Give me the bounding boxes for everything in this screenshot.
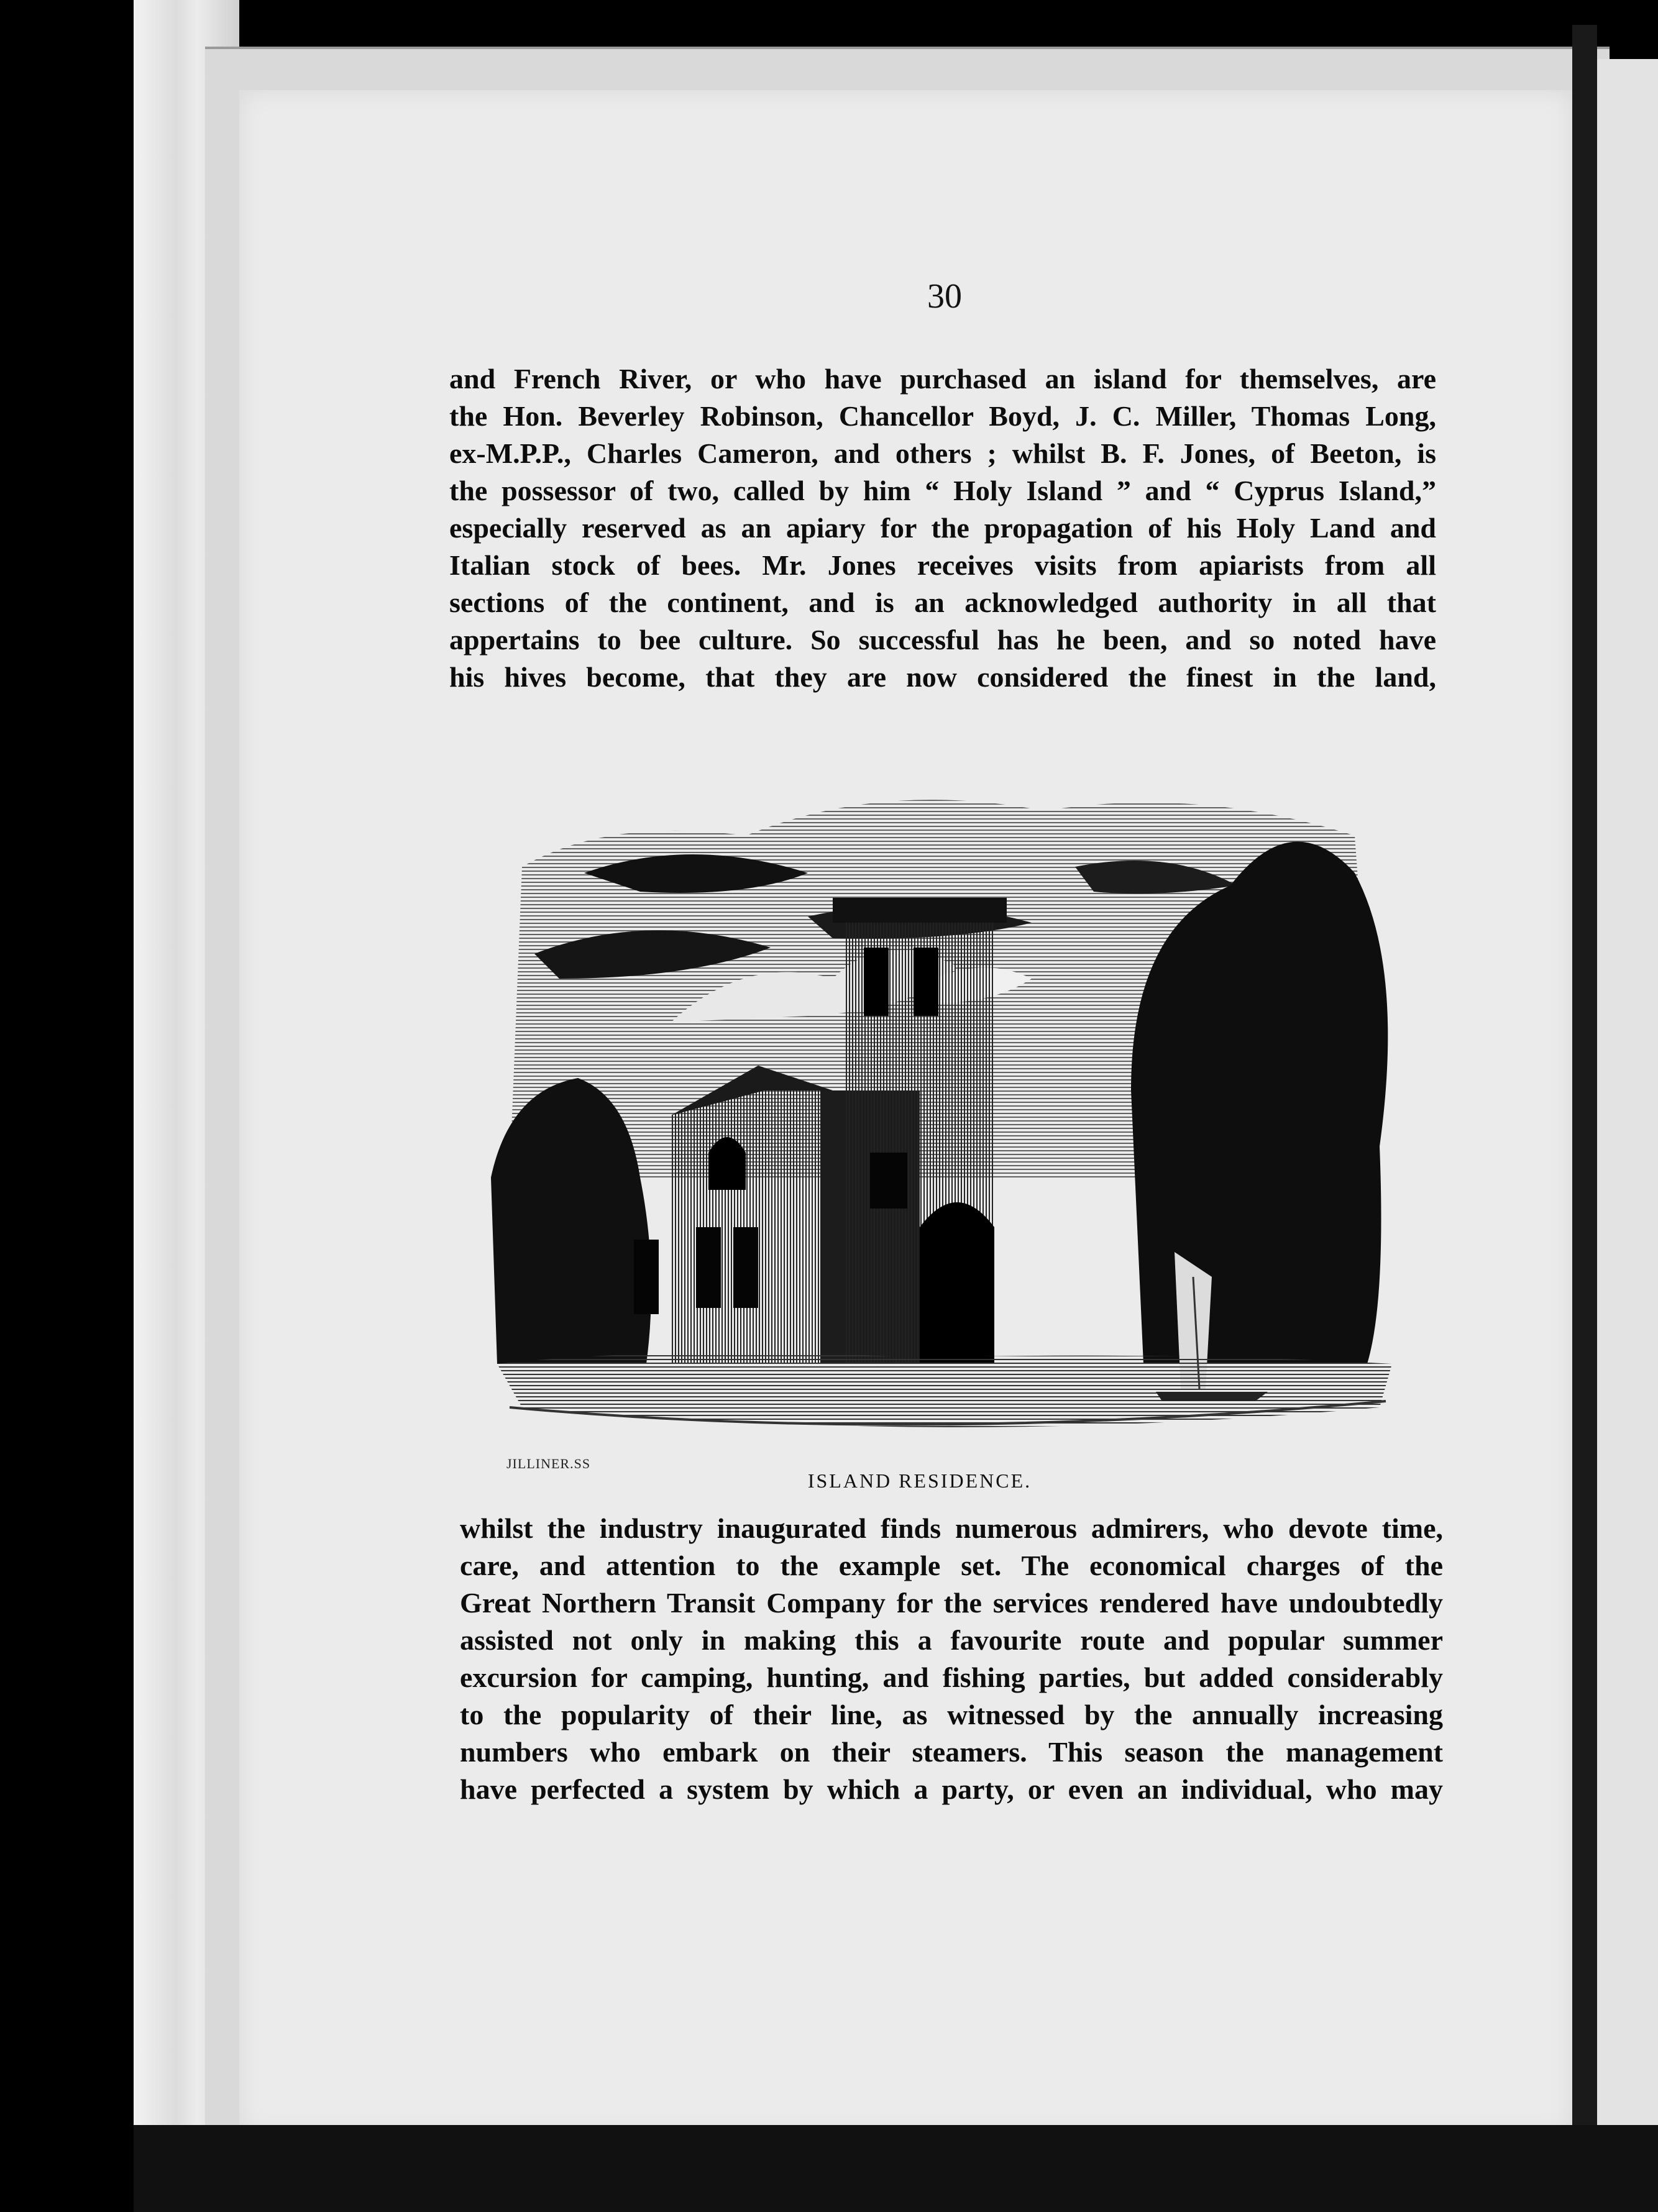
text-line: and French River, or who have purchased an island for themselves, are bbox=[449, 363, 1436, 395]
text-line: numbers who embark on their steamers. This season the management bbox=[460, 1736, 1443, 1768]
scan-bottom-border bbox=[134, 2125, 1658, 2212]
text-line: the Hon. Beverley Robinson, Chancellor Boyd, J. C. Miller, Thomas Long, bbox=[449, 400, 1436, 432]
facing-page-edge bbox=[1597, 59, 1658, 2128]
binding-gap bbox=[1572, 25, 1597, 2162]
text-line: his hives become, that they are now considered the finest in the land, bbox=[449, 661, 1436, 693]
text-line: assisted not only in making this a favourite route and popular summer bbox=[460, 1624, 1443, 1656]
text-line: have perfected a system by which a party, or even an individual, who may bbox=[460, 1773, 1443, 1805]
text-line: to the popularity of their line, as witnessed by the annually increasing bbox=[460, 1699, 1443, 1730]
text-line: whilst the industry inaugurated finds numerous admirers, who devote time, bbox=[460, 1512, 1443, 1544]
page-number: 30 bbox=[927, 277, 962, 316]
text-line: appertains to bee culture. So successful has he been, and so noted have bbox=[449, 624, 1436, 656]
illustration-caption: ISLAND RESIDENCE. bbox=[807, 1469, 1032, 1492]
engraver-signature: JILLINER.SS bbox=[506, 1456, 591, 1471]
text-line: especially reserved as an apiary for the propagation of his Holy Land and bbox=[449, 512, 1436, 544]
text-line: Italian stock of bees. Mr. Jones receives visits from apiarists from all bbox=[449, 549, 1436, 581]
text-line: ex-M.P.P., Charles Cameron, and others ; whilst B. F. Jones, of Beeton, is bbox=[449, 437, 1436, 469]
text-line: Great Northern Transit Company for the services rendered have undoubtedly bbox=[460, 1587, 1443, 1619]
engraving-island-residence bbox=[485, 743, 1404, 1460]
paragraph-top bbox=[449, 360, 1436, 696]
text-line: the possessor of two, called by him “ Holy Island ” and “ Cyprus Island,” bbox=[449, 475, 1436, 506]
paragraph-bottom bbox=[460, 1510, 1443, 1808]
text-line: care, and attention to the example set. The economical charges of the bbox=[460, 1550, 1443, 1581]
text-line: excursion for camping, hunting, and fishing parties, but added considerably bbox=[460, 1661, 1443, 1693]
text-line: sections of the continent, and is an acknowledged authority in all that bbox=[449, 587, 1436, 618]
